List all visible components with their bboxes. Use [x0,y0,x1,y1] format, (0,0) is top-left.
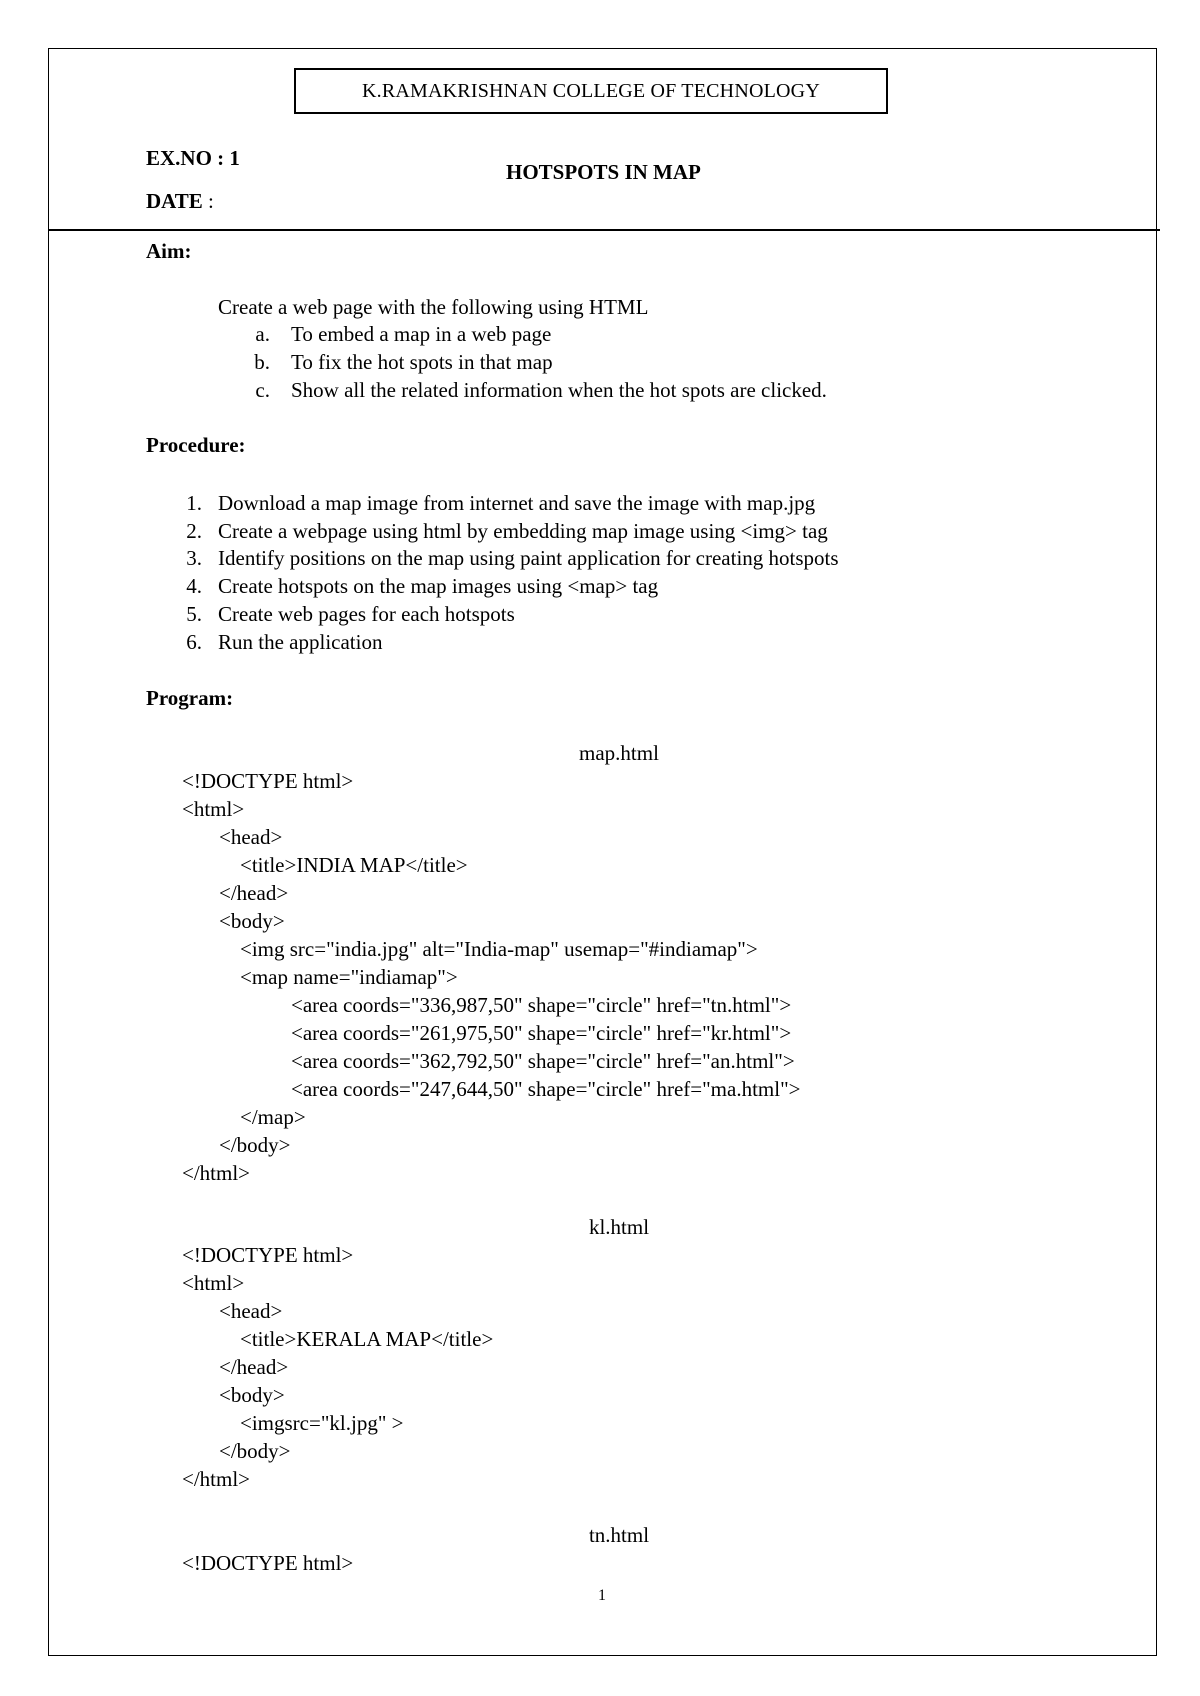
code-line: <title>KERALA MAP</title> [240,1327,494,1351]
aim-item-text: To fix the hot spots in that map [291,350,553,374]
code-line: <!DOCTYPE html> [182,1243,354,1267]
procedure-step-text: Identify positions on the map using paint application for creating hotspots [218,546,839,570]
exercise-number: EX.NO : 1 [146,146,240,170]
date-field [146,189,214,214]
code-line: <map name="indiamap"> [240,965,458,989]
aim-item-text: To embed a map in a web page [291,322,552,346]
page-border [48,48,1157,1656]
code-line: </map> [240,1105,306,1129]
procedure-step-text: Create web pages for each hotspots [218,602,515,626]
procedure-step-text: Create hotspots on the map images using <map> tag [218,574,659,598]
procedure-step-number: 4. [186,574,202,598]
code-line: </html> [182,1161,251,1185]
code-line: <head> [219,825,283,849]
procedure-step-number: 3. [186,546,202,570]
code-line: <head> [219,1299,283,1323]
page-number: 1 [598,1587,606,1604]
code-file-name: map.html [579,741,659,765]
procedure-step-number: 2. [186,519,202,543]
procedure-step-text: Download a map image from internet and save the image with map.jpg [218,491,816,515]
code-line: <title>INDIA MAP</title> [240,853,468,877]
code-line: <area coords="261,975,50" shape="circle" href="kr.html"> [291,1021,792,1045]
procedure-step-text: Create a webpage using html by embedding map image using <img> tag [218,519,828,543]
header-divider [48,229,1160,231]
code-line: <area coords="247,644,50" shape="circle" href="ma.html"> [291,1077,801,1101]
code-line: </head> [219,1355,289,1379]
code-line: <html> [182,797,245,821]
aim-heading: Aim: [146,239,192,263]
code-file-name: tn.html [588,1523,650,1547]
procedure-step-number: 1. [186,491,202,515]
code-line: <img src="india.jpg" alt="India-map" usemap="#indiamap"> [240,937,758,961]
aim-item-text: Show all the related information when the hot spots are clicked. [291,378,827,402]
college-name: K.RAMAKRISHNAN COLLEGE OF TECHNOLOGY [294,68,888,114]
procedure-step-number: 6. [186,630,202,654]
date-separator: : [202,189,214,213]
code-line: <body> [219,1383,285,1407]
code-line: <html> [182,1271,245,1295]
procedure-step-text: Run the application [218,630,383,654]
code-line: <area coords="336,987,50" shape="circle" href="tn.html"> [291,993,792,1017]
code-file-name: kl.html [588,1215,650,1239]
code-line: </html> [182,1467,251,1491]
code-line: <area coords="362,792,50" shape="circle" href="an.html"> [291,1049,795,1073]
procedure-heading: Procedure: [146,433,246,457]
procedure-step-number: 5. [186,602,202,626]
aim-item-marker: c. [255,378,270,402]
code-line: <body> [219,909,285,933]
code-line: <!DOCTYPE html> [182,1551,354,1575]
code-line: <!DOCTYPE html> [182,769,354,793]
aim-intro: Create a web page with the following using HTML [218,295,649,319]
code-line: </body> [219,1439,291,1463]
program-heading: Program: [146,686,234,710]
aim-item-marker: a. [255,322,270,346]
code-line: <imgsrc="kl.jpg" > [240,1411,404,1435]
exercise-title: HOTSPOTS IN MAP [506,160,701,184]
code-line: </body> [219,1133,291,1157]
code-line: </head> [219,881,289,905]
aim-item-marker: b. [254,350,270,374]
date-label: DATE [146,189,203,213]
